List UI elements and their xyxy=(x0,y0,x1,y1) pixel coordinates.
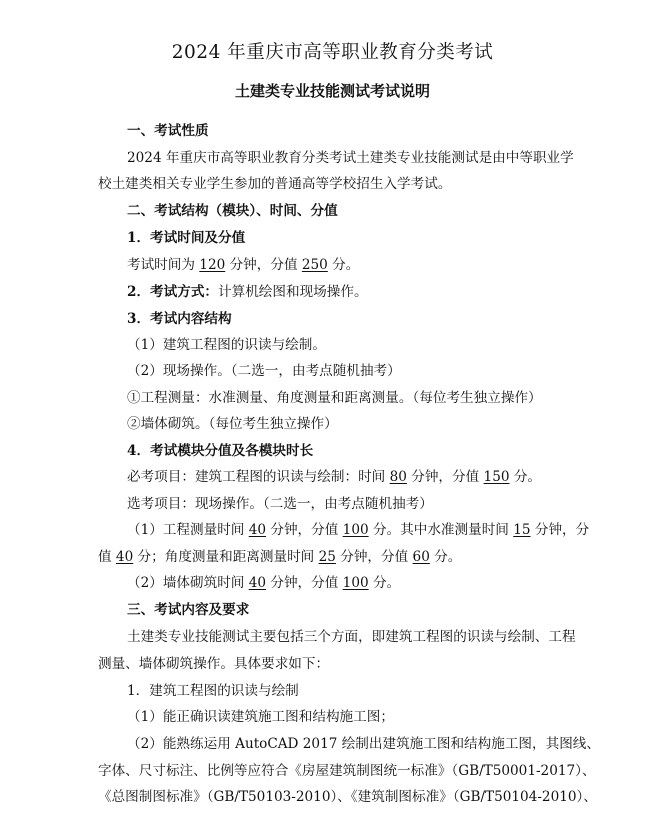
subheading-content-structure: 3．考试内容结构 xyxy=(127,311,232,327)
total-score: 250 xyxy=(301,257,328,273)
section-3-paragraph-line-1: 土建类专业技能测试主要包括三个方面，即建筑工程图的识读与绘制、工程 xyxy=(127,629,576,645)
drawing-req-2-cont-2: 《总图制图标准》（GB/T50103-2010）、《建筑制图标准》（GB/T50104-2010）、 xyxy=(98,789,597,805)
section-1-heading: 一、考试性质 xyxy=(127,123,209,139)
subheading-exam-method: 2．考试方式： xyxy=(127,284,219,300)
subheading-drawing: 1．建筑工程图的识读与绘制 xyxy=(127,683,299,699)
structure-item-1: （1）建筑工程图的识读与绘制。 xyxy=(127,337,326,353)
structure-item-surveying: ①工程测量：水准测量、角度测量和距离测量。（每位考生独立操作） xyxy=(127,390,542,406)
exam-time-line: 考试时间为 120 分钟，分值 250 分。 xyxy=(127,257,360,273)
drawing-req-2-cont-1: 字体、尺寸标注、比例等应符合《房屋建筑制图统一标准》（GB/T50001-2017）、 xyxy=(98,763,596,779)
structure-item-masonry: ②墙体砌筑。（每位考生独立操作） xyxy=(127,416,338,432)
subheading-module-scores: 4．考试模块分值及各模块时长 xyxy=(127,443,314,459)
drawing-req-2: （2）能熟练运用 AutoCAD 2017 绘制出建筑施工图和结构施工图，其图线、 xyxy=(127,736,600,752)
document-subtitle: 土建类专业技能测试考试说明 xyxy=(234,82,430,100)
drawing-req-1: （1）能正确识读建筑施工图和结构施工图； xyxy=(127,709,394,725)
section-1-paragraph-line-1: 2024 年重庆市高等职业教育分类考试土建类专业技能测试是由中等职业学 xyxy=(127,150,574,166)
surveying-time-line: （1）工程测量时间 40 分钟，分值 100 分。其中水准测量时间 15 分钟，分 xyxy=(127,522,590,538)
section-2-heading: 二、考试结构（模块）、时间、分值 xyxy=(127,203,338,219)
surveying-time-line-cont: 值 40 分；角度测量和距离测量时间 25 分钟，分值 60 分。 xyxy=(98,549,462,565)
section-3-paragraph-line-2: 测量、墙体砌筑操作。具体要求如下： xyxy=(98,656,330,672)
required-item-line: 必考项目：建筑工程图的识读与绘制：时间 80 分钟，分值 150 分。 xyxy=(127,469,542,485)
total-minutes: 120 xyxy=(199,257,226,273)
subheading-exam-time: 1．考试时间及分值 xyxy=(127,230,246,246)
document-title: 2024 年重庆市高等职业教育分类考试 xyxy=(171,42,494,63)
exam-method-line: 2．考试方式：计算机绘图和现场操作。 xyxy=(127,284,368,300)
masonry-time-line: （2）墙体砌筑时间 40 分钟，分值 100 分。 xyxy=(127,575,401,591)
section-1-paragraph-line-2: 校土建类相关专业学生参加的普通高等学校招生入学考试。 xyxy=(98,176,452,192)
section-3-heading: 三、考试内容及要求 xyxy=(127,602,250,618)
optional-item-line: 选考项目：现场操作。（二选一，由考点随机抽考） xyxy=(127,496,433,512)
structure-item-2: （2）现场操作。（二选一，由考点随机抽考） xyxy=(127,363,401,379)
